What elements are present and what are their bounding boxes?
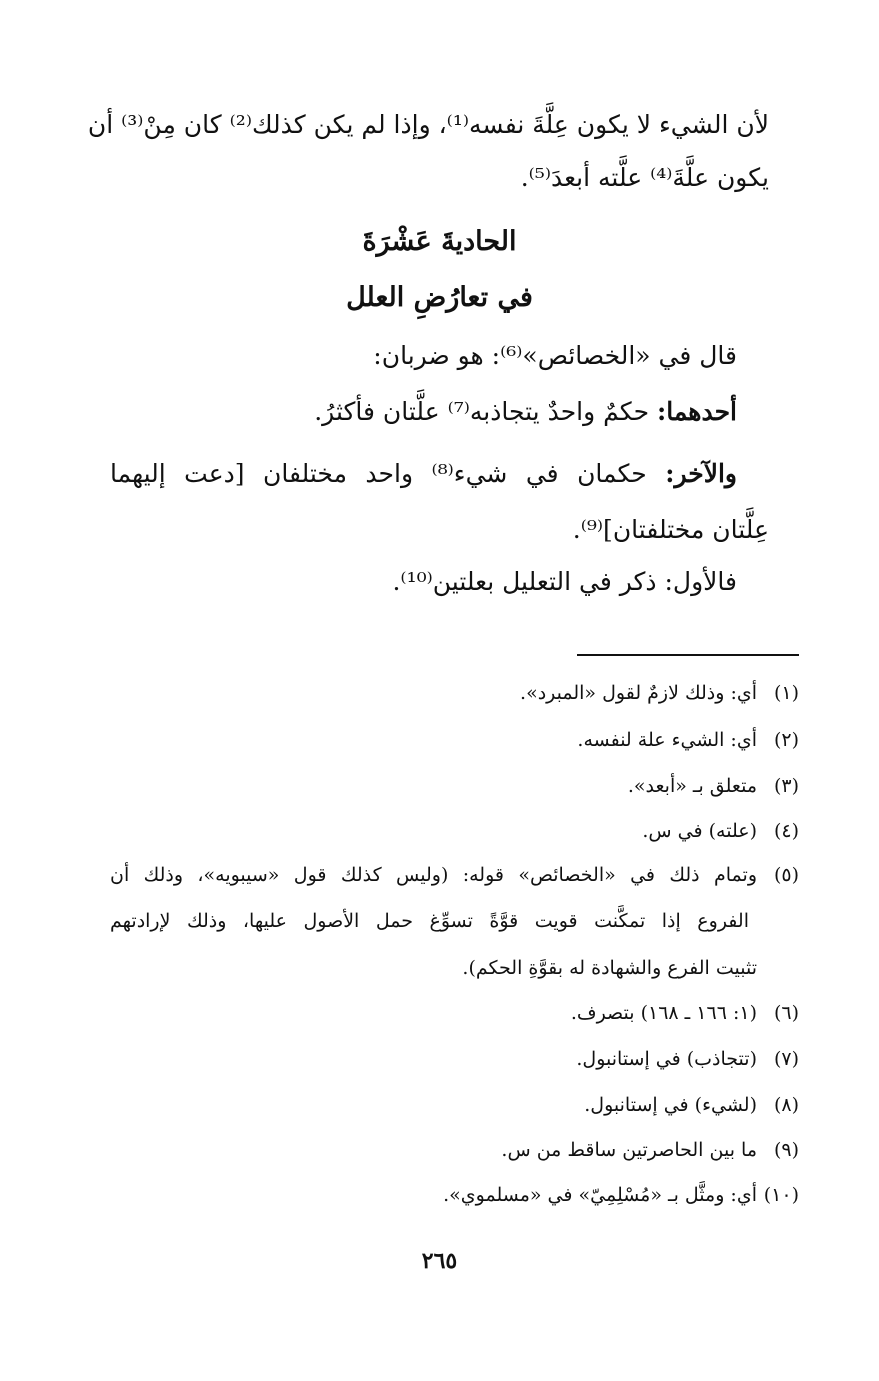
body-line-2: يكون علَّةَ⁽⁴⁾ علَّته أبعدَ⁽⁵⁾.	[520, 163, 769, 192]
footnote-text: وتمام ذلك في «الخصائص» قوله: (وليس كذلك قول «سيبويه»، وذلك أن	[110, 864, 757, 886]
first-case-paragraph: فالأول: ذكر في التعليل بعلتين⁽¹⁰⁾.	[392, 567, 737, 596]
footnote-separator	[577, 654, 799, 656]
footnote-10	[443, 1184, 799, 1206]
footnote-8	[584, 1094, 799, 1116]
footnote-number: (٦)	[773, 1002, 799, 1024]
footnote-text: متعلق بـ «أبعد».	[627, 775, 757, 797]
section-title: الحاديةَ عَشْرَةَ	[362, 226, 517, 257]
second-type-text-line1: حكمان في شيء⁽⁸⁾ واحد مختلفان [دعت إليهما	[110, 459, 647, 488]
footnote-number: (٩)	[773, 1139, 799, 1161]
footnote-text: أي: وذلك لازمٌ لقول «المبرد».	[520, 682, 757, 704]
footnote-5-line-2: الفروع إذا تمكَّنت قويت قوَّةً تسوِّغ حمل الأصول عليها، وذلك لإرادتهم	[110, 910, 749, 932]
footnote-2	[577, 729, 799, 751]
footnote-text: أي: ومثَّل بـ «مُسْلِمِيّ» في «مسلموي».	[443, 1184, 757, 1206]
footnote-text: (تتجاذب) في إستانبول.	[576, 1048, 757, 1070]
first-type-paragraph	[314, 397, 737, 426]
footnote-number: (٥)	[773, 864, 799, 886]
footnote-number: (٤)	[773, 820, 799, 842]
footnote-4	[642, 820, 799, 842]
footnote-6	[571, 1002, 799, 1024]
footnote-number: (٣)	[773, 775, 799, 797]
second-type-paragraph	[110, 459, 737, 488]
footnote-text: (١: ١٦٦ ـ ١٦٨) بتصرف.	[570, 1002, 757, 1024]
footnote-5-line-3: تثبيت الفرع والشهادة له بقوَّةِ الحكم).	[462, 957, 757, 979]
footnote-text: (علته) في س.	[642, 820, 757, 842]
footnote-1	[520, 682, 799, 704]
page-number: ٢٦٥	[421, 1248, 458, 1274]
footnote-9	[501, 1139, 799, 1161]
second-type-label: والآخر:	[665, 459, 737, 488]
footnote-text: أي: الشيء علة لنفسه.	[577, 729, 757, 751]
footnote-5	[110, 864, 799, 886]
footnote-7	[576, 1048, 799, 1070]
first-type-label: أحدهما:	[656, 397, 737, 426]
first-type-text: حكمٌ واحدٌ يتجاذبه⁽⁷⁾ علَّتان فأكثرُ.	[314, 397, 650, 426]
footnote-number: (١)	[773, 682, 799, 704]
footnote-number: (٨)	[773, 1094, 799, 1116]
footnote-number: (٧)	[773, 1048, 799, 1070]
section-subtitle: في تعارُضِ العلل	[346, 282, 533, 313]
footnote-text: (لشيء) في إستانبول.	[584, 1094, 757, 1116]
second-type-text-line2: عِلَّتان مختلفتان]⁽⁹⁾.	[572, 515, 769, 544]
body-line-1: لأن الشيء لا يكون عِلَّةَ نفسه⁽¹⁾، وإذا لم يكن كذلك⁽²⁾ كان مِنْ⁽³⁾ أن	[87, 110, 769, 139]
footnote-number: (١٠)	[763, 1184, 799, 1206]
footnote-number: (٢)	[773, 729, 799, 751]
footnote-text: ما بين الحاصرتين ساقط من س.	[501, 1139, 757, 1161]
intro-paragraph: قال في «الخصائص»⁽⁶⁾: هو ضربان:	[373, 341, 737, 370]
footnote-3	[628, 775, 799, 797]
